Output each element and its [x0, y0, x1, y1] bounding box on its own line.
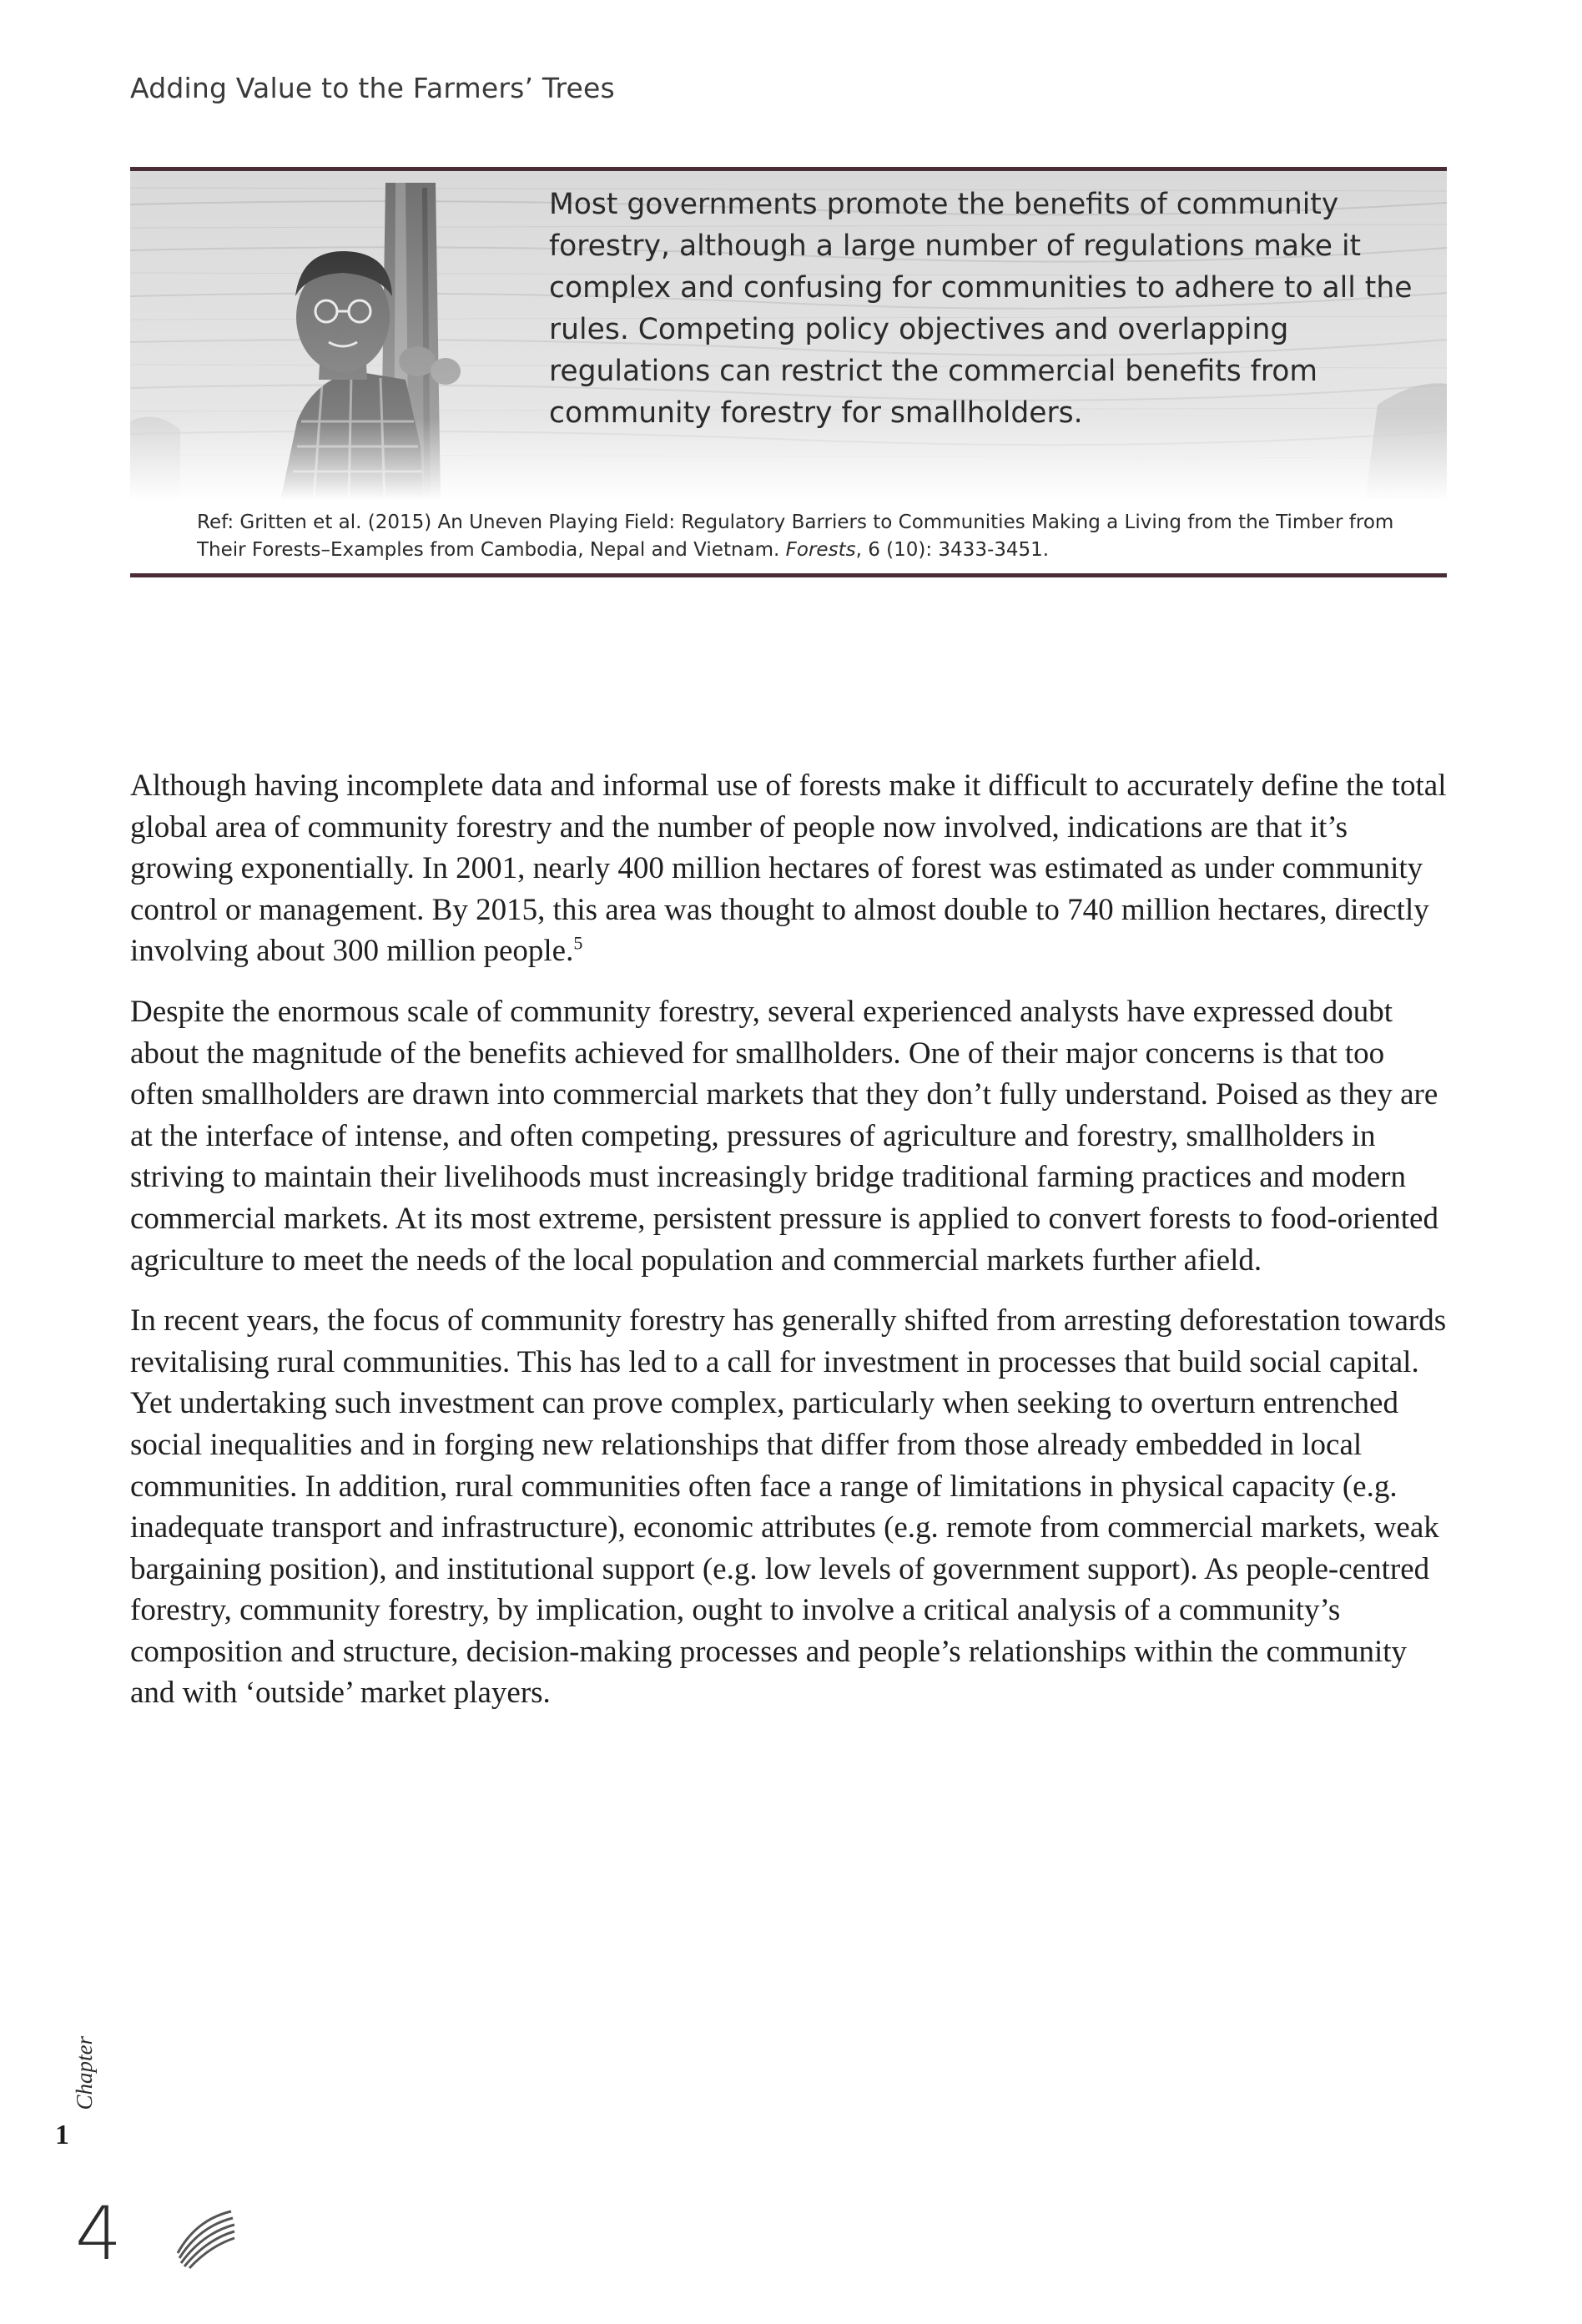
page-number: 4: [75, 2190, 122, 2276]
reference-volume: , 6 (10): 3433-3451.: [855, 539, 1050, 561]
paragraph-1-text: Although having incomplete data and informal use of forests make it difficult to accurately define the total global area of community forestry and the number of people now involved, indications are that it’s growing exponentially. In 2001, nearly 400 million hectares of forest was estimated as under community control or management. By 2015, this area was thought to almost double to 740 million hectares, directly involving about 300 million people.: [130, 769, 1447, 969]
reference-journal: Forests: [785, 539, 856, 561]
paragraph-2: Despite the enormous scale of community forestry, several experienced analysts have expressed doubt about the magnitude of the benefits achieved for smallholders. One of their major concerns is that too often smallholders are drawn into commercial markets that they don’t fully understand. Poised as they are at the interface of intense, and often competing, pressures of agriculture and forestry, smallholders in striving to maintain their livelihoods must increasingly bridge traditional farming practices and modern commercial markets. At its most extreme, persistent pressure is applied to convert forests to food-oriented agriculture to meet the needs of the local population and commercial markets further afield.: [130, 994, 1438, 1278]
publisher-logo-icon: [171, 2203, 238, 2270]
chapter-word: Chapter: [72, 2036, 97, 2110]
callout-box: [130, 167, 1447, 577]
body-text: [130, 765, 1448, 1733]
callout-bottom-rule: [130, 573, 1447, 577]
paragraph-3: In recent years, the focus of community forestry has generally shifted from arresting deforestation towards revitalising rural communities. This has led to a call for investment in processes that build social capital. Yet undertaking such investment can prove complex, particularly when seeking to overturn entrenched social inequalities and in forging new relationships that differ from those already embedded in local communities. In addition, rural communities often face a range of limitations in physical capacity (e.g. inadequate transport and infrastructure), economic attributes (e.g. remote from commercial markets, weak bargaining position), and institutional support (e.g. low levels of government support). As people-centred forestry, community forestry, by implication, ought to involve a critical analysis of a community’s composition and structure, decision-making processes and people’s relationships within the community and with ‘outside’ market players.: [130, 1303, 1447, 1711]
running-header: Adding Value to the Farmers’ Trees: [130, 72, 615, 104]
paragraph-1: [130, 765, 1448, 972]
reference-citation: Ref: Gritten et al. (2015) An Uneven Playing Field: Regulatory Barriers to Communities Making a Living from the Timber from Their Forests–Examples from Cambodia, Nepal and Vietnam.: [197, 512, 1394, 561]
callout-reference: [197, 509, 1432, 564]
chapter-label: [47, 2028, 97, 2128]
footnote-marker: 5: [573, 933, 583, 955]
callout-quote: Most governments promote the benefits of community forestry, although a large number of regulations make it complex and confusing for communities to adhere to all the rules. Competing policy objectives and overlapping regulations can restrict the commercial benefits from community forestry for smallholders.: [549, 188, 1413, 430]
chapter-number: 1: [55, 2120, 69, 2150]
